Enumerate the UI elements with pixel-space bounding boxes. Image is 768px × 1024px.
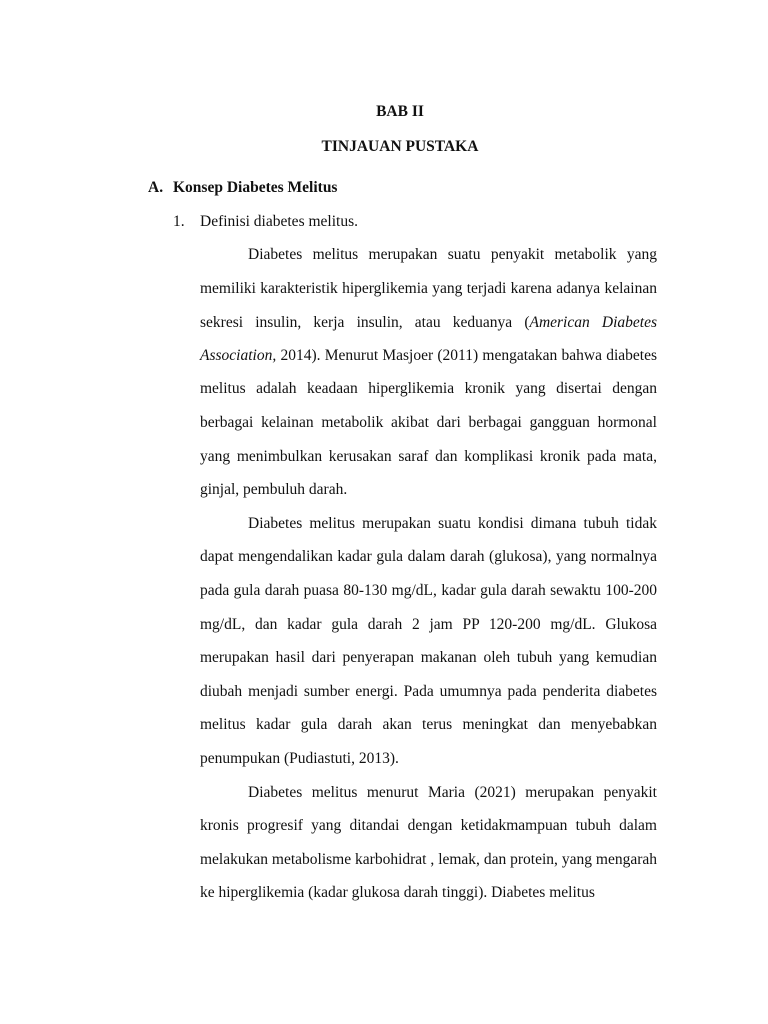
- paragraph-2-line-7: melitus kadar gula darah akan terus meningkat dan menyebabkan: [200, 716, 657, 733]
- paragraph-1-line-6: berbagai kelainan metabolik akibat dari berbagai gangguan hormonal: [200, 414, 657, 431]
- paragraph-2-line-2: dapat mengendalikan kadar gula dalam darah (glukosa), yang normalnya: [200, 548, 657, 565]
- paragraph-3-line-2: kronis progresif yang ditandai dengan ketidakmampuan tubuh dalam: [200, 817, 657, 834]
- paragraph-2-line-5: merupakan hasil dari penyerapan makanan oleh tubuh yang kemudian: [200, 649, 657, 666]
- paragraph-1-line-3-text: sekresi insulin, kerja insulin, atau keduanya (: [200, 314, 530, 331]
- paragraph-2-line-4: mg/dL, dan kadar gula darah 2 jam PP 120-200 mg/dL. Glukosa: [200, 616, 657, 633]
- section-title: Konsep Diabetes Melitus: [173, 179, 338, 196]
- chapter-title: TINJAUAN PUSTAKA: [321, 138, 479, 155]
- paragraph-1-line-3-citation: American Diabetes: [529, 314, 657, 331]
- subsection-title: Definisi diabetes melitus.: [200, 213, 358, 230]
- paragraph-2-line-1: Diabetes melitus merupakan suatu kondisi dimana tubuh tidak: [248, 515, 657, 532]
- chapter-label: BAB II: [376, 103, 424, 120]
- paragraph-2-line-8: penumpukan (Pudiastuti, 2013).: [200, 750, 399, 767]
- section-marker: A.: [148, 179, 164, 196]
- paragraph-3-line-1: Diabetes melitus menurut Maria (2021) merupakan penyakit: [248, 784, 657, 801]
- paragraph-1-line-3: [200, 314, 657, 332]
- subsection-marker: 1.: [173, 213, 185, 230]
- paragraph-1-line-4-citation: Association,: [200, 347, 277, 364]
- paragraph-1-line-4: [200, 347, 657, 365]
- paragraph-2-line-3: pada gula darah puasa 80-130 mg/dL, kadar gula darah sewaktu 100-200: [200, 582, 657, 599]
- paragraph-1-line-2: memiliki karakteristik hiperglikemia yang terjadi karena adanya kelainan: [200, 280, 657, 297]
- paragraph-1-line-1: Diabetes melitus merupakan suatu penyakit metabolik yang: [248, 246, 657, 263]
- paragraph-2-line-6: diubah menjadi sumber energi. Pada umumnya pada penderita diabetes: [200, 683, 657, 700]
- paragraph-1-line-7: yang menimbulkan kerusakan saraf dan komplikasi kronik pada mata,: [200, 448, 657, 465]
- paragraph-1-line-8: ginjal, pembuluh darah.: [200, 481, 348, 498]
- paragraph-1-line-4-text: 2014). Menurut Masjoer (2011) mengatakan bahwa diabetes: [276, 347, 657, 364]
- paragraph-1-line-5: melitus adalah keadaan hiperglikemia kronik yang disertai dengan: [200, 380, 657, 397]
- paragraph-3-line-3: melakukan metabolisme karbohidrat , lemak, dan protein, yang mengarah: [200, 851, 657, 868]
- paragraph-3-line-4: ke hiperglikemia (kadar glukosa darah tinggi). Diabetes melitus: [200, 884, 595, 901]
